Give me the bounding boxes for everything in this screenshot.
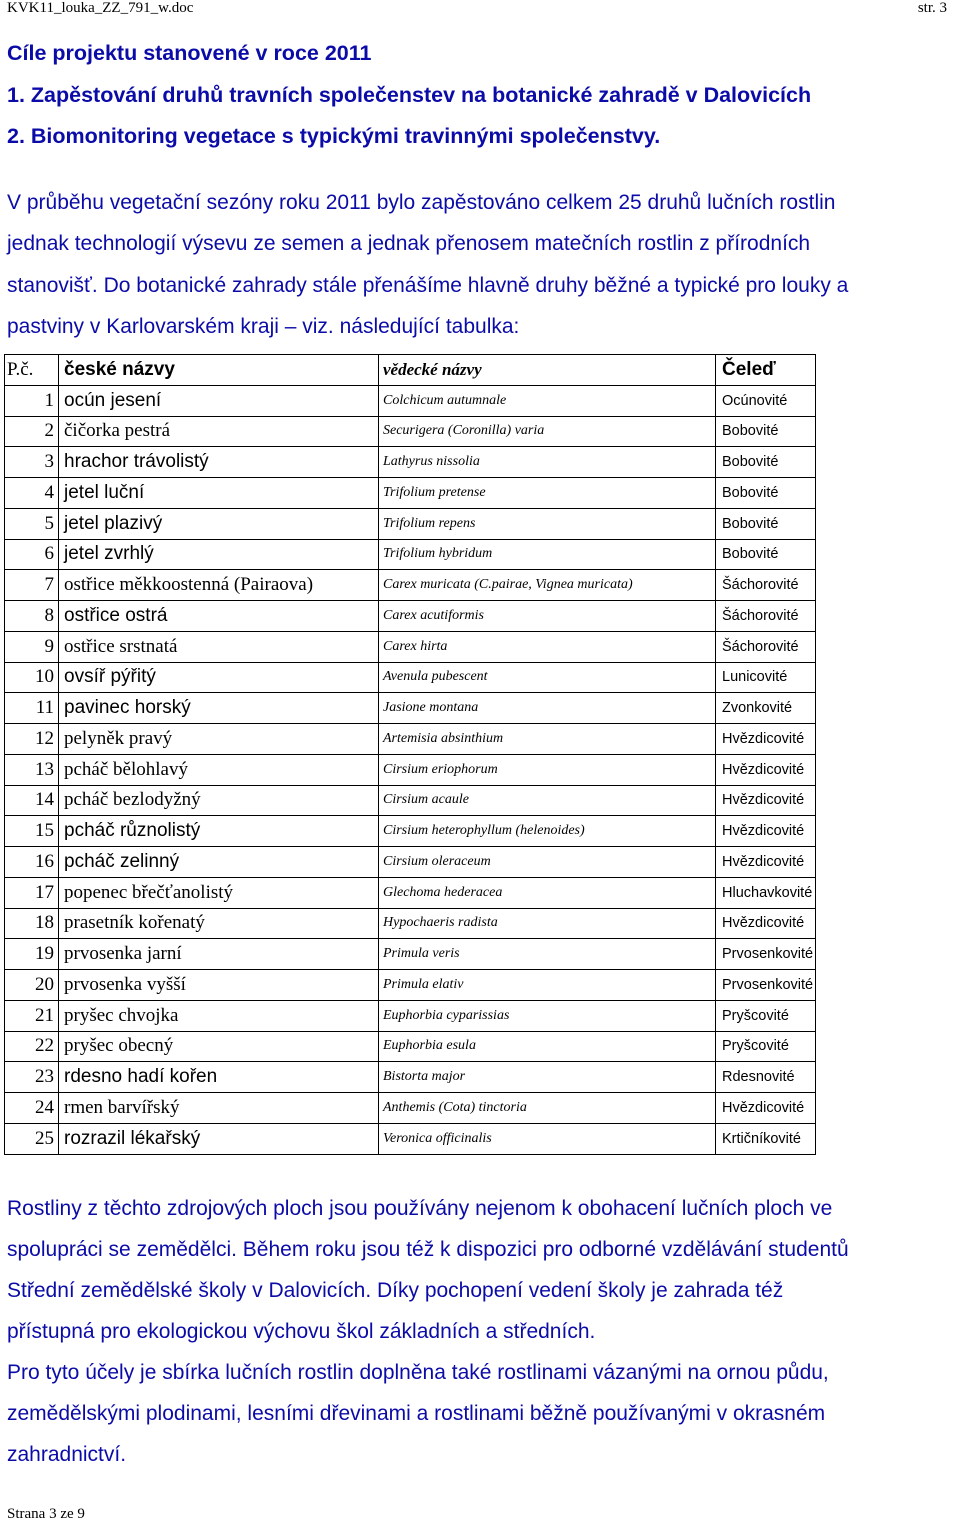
czech-name: prvosenka jarní (59, 939, 379, 970)
row-number: 6 (5, 539, 59, 570)
table-row (5, 1062, 816, 1093)
latin-name: Euphorbia cyparissias (379, 1000, 716, 1031)
family-name: Ocúnovité (716, 385, 816, 416)
goal-2: 2. Biomonitoring vegetace s typickými travinnými společenstvy. (7, 124, 661, 148)
row-number: 18 (5, 908, 59, 939)
family-name: Hvězdicovité (716, 1093, 816, 1124)
table-header-row (5, 355, 816, 386)
family-name: Krtičníkovité (716, 1123, 816, 1154)
row-number: 5 (5, 508, 59, 539)
intro-line-4: pastviny v Karlovarském kraji – viz. následující tabulka: (7, 315, 520, 338)
intro-line-1: V průběhu vegetační sezóny roku 2011 bylo zapěstováno celkem 25 druhů lučních rostlin (7, 191, 836, 214)
section-title: Cíle projektu stanovené v roce 2011 (7, 41, 372, 65)
latin-name: Cirsium acaule (379, 785, 716, 816)
czech-name: pryšec chvojka (59, 1000, 379, 1031)
row-number: 12 (5, 724, 59, 755)
outro-line-5: Pro tyto účely je sbírka lučních rostlin doplněna také rostlinami vázanými na ornou půdu, (7, 1361, 829, 1384)
latin-name: Lathyrus nissolia (379, 447, 716, 478)
row-number: 25 (5, 1123, 59, 1154)
row-number: 8 (5, 601, 59, 632)
row-number: 20 (5, 970, 59, 1001)
outro-line-2: spolupráci se zemědělci. Během roku jsou též k dispozici pro odborné vzdělávání studentů (7, 1238, 849, 1261)
plant-table (4, 354, 816, 1155)
row-number: 11 (5, 693, 59, 724)
czech-name: ovsíř pýřitý (59, 662, 379, 693)
czech-name: prasetník kořenatý (59, 908, 379, 939)
outro-line-7: zahradnictví. (7, 1443, 127, 1466)
table-row (5, 1000, 816, 1031)
page-number: str. 3 (917, 0, 947, 16)
czech-name: pcháč různolistý (59, 816, 379, 847)
czech-name: ostřice měkkoostenná (Pairaova) (59, 570, 379, 601)
table-row (5, 877, 816, 908)
czech-name: jetel luční (59, 478, 379, 509)
outro-line-1: Rostliny z těchto zdrojových ploch jsou používány nejenom k obohacení lučních ploch ve (7, 1197, 833, 1220)
latin-name: Trifolium pretense (379, 478, 716, 509)
table-row (5, 447, 816, 478)
goal-1: 1. Zapěstování druhů travních společenstev na botanické zahradě v Dalovicích (7, 83, 812, 107)
header-num: P.č. (5, 355, 59, 386)
latin-name: Cirsium oleraceum (379, 847, 716, 878)
family-name: Hvězdicovité (716, 908, 816, 939)
intro-line-2: jednak technologií výsevu ze semen a jednak přenosem matečních rostlin z přírodních (7, 232, 811, 255)
czech-name: ostřice ostrá (59, 601, 379, 632)
table-row (5, 816, 816, 847)
family-name: Šáchorovité (716, 570, 816, 601)
family-name: Bobovité (716, 478, 816, 509)
family-name: Šáchorovité (716, 631, 816, 662)
row-number: 24 (5, 1093, 59, 1124)
czech-name: ostřice srstnatá (59, 631, 379, 662)
family-name: Hvězdicovité (716, 816, 816, 847)
row-number: 9 (5, 631, 59, 662)
czech-name: rdesno hadí kořen (59, 1062, 379, 1093)
row-number: 10 (5, 662, 59, 693)
latin-name: Carex hirta (379, 631, 716, 662)
family-name: Rdesnovité (716, 1062, 816, 1093)
latin-name: Securigera (Coronilla) varia (379, 416, 716, 447)
table-row (5, 385, 816, 416)
row-number: 15 (5, 816, 59, 847)
czech-name: jetel zvrhlý (59, 539, 379, 570)
latin-name: Carex muricata (C.pairae, Vignea muricata) (379, 570, 716, 601)
table-row (5, 631, 816, 662)
family-name: Prvosenkovité (716, 939, 816, 970)
header-family: Čeleď (716, 355, 816, 386)
table-row (5, 416, 816, 447)
table-row (5, 570, 816, 601)
family-name: Hvězdicovité (716, 785, 816, 816)
table-row (5, 847, 816, 878)
latin-name: Primula elativ (379, 970, 716, 1001)
family-name: Bobovité (716, 416, 816, 447)
table-row (5, 601, 816, 632)
family-name: Hluchavkovité (716, 877, 816, 908)
row-number: 21 (5, 1000, 59, 1031)
header-latin: vědecké názvy (379, 355, 716, 386)
outro-line-4: přístupná pro ekologickou výchovu škol základních a středních. (7, 1320, 596, 1343)
latin-name: Trifolium repens (379, 508, 716, 539)
latin-name: Artemisia absinthium (379, 724, 716, 755)
row-number: 13 (5, 754, 59, 785)
family-name: Hvězdicovité (716, 754, 816, 785)
latin-name: Trifolium hybridum (379, 539, 716, 570)
latin-name: Jasione montana (379, 693, 716, 724)
family-name: Lunicovité (716, 662, 816, 693)
table-row (5, 939, 816, 970)
row-number: 22 (5, 1031, 59, 1062)
latin-name: Glechoma hederacea (379, 877, 716, 908)
latin-name: Cirsium heterophyllum (helenoides) (379, 816, 716, 847)
table-row (5, 539, 816, 570)
row-number: 16 (5, 847, 59, 878)
family-name: Zvonkovité (716, 693, 816, 724)
czech-name: popenec břečťanolistý (59, 877, 379, 908)
table-row (5, 754, 816, 785)
table-row (5, 662, 816, 693)
family-name: Prvosenkovité (716, 970, 816, 1001)
row-number: 3 (5, 447, 59, 478)
table-row (5, 785, 816, 816)
family-name: Pryšcovité (716, 1031, 816, 1062)
czech-name: hrachor trávolistý (59, 447, 379, 478)
family-name: Bobovité (716, 447, 816, 478)
row-number: 7 (5, 570, 59, 601)
czech-name: čičorka pestrá (59, 416, 379, 447)
row-number: 23 (5, 1062, 59, 1093)
table-row (5, 1093, 816, 1124)
latin-name: Veronica officinalis (379, 1123, 716, 1154)
family-name: Hvězdicovité (716, 724, 816, 755)
latin-name: Hypochaeris radista (379, 908, 716, 939)
family-name: Bobovité (716, 539, 816, 570)
czech-name: pcháč zelinný (59, 847, 379, 878)
latin-name: Colchicum autumnale (379, 385, 716, 416)
czech-name: pcháč bělohlavý (59, 754, 379, 785)
table-row (5, 508, 816, 539)
row-number: 1 (5, 385, 59, 416)
header-czech: české názvy (59, 355, 379, 386)
latin-name: Anthemis (Cota) tinctoria (379, 1093, 716, 1124)
latin-name: Euphorbia esula (379, 1031, 716, 1062)
family-name: Pryšcovité (716, 1000, 816, 1031)
row-number: 4 (5, 478, 59, 509)
table-row (5, 1123, 816, 1154)
czech-name: pelyněk pravý (59, 724, 379, 755)
outro-line-3: Střední zemědělské školy v Dalovicích. Díky pochopení vedení školy je zahrada též (7, 1279, 784, 1302)
table-row (5, 724, 816, 755)
page-footer: Strana 3 ze 9 (7, 1506, 85, 1522)
table-row (5, 970, 816, 1001)
latin-name: Avenula pubescent (379, 662, 716, 693)
row-number: 14 (5, 785, 59, 816)
family-name: Šáchorovité (716, 601, 816, 632)
czech-name: prvosenka vyšší (59, 970, 379, 1001)
latin-name: Carex acutiformis (379, 601, 716, 632)
row-number: 19 (5, 939, 59, 970)
row-number: 17 (5, 877, 59, 908)
table-row (5, 908, 816, 939)
czech-name: pavinec horský (59, 693, 379, 724)
latin-name: Primula veris (379, 939, 716, 970)
outro-line-6: zemědělskými plodinami, lesními dřevinami a rostlinami běžně používanými v okrasném (7, 1402, 826, 1425)
document-filename: KVK11_louka_ZZ_791_w.doc (7, 0, 194, 16)
table-row (5, 1031, 816, 1062)
latin-name: Cirsium eriophorum (379, 754, 716, 785)
czech-name: pcháč bezlodyžný (59, 785, 379, 816)
czech-name: rmen barvířský (59, 1093, 379, 1124)
czech-name: pryšec obecný (59, 1031, 379, 1062)
family-name: Hvězdicovité (716, 847, 816, 878)
czech-name: jetel plazivý (59, 508, 379, 539)
czech-name: ocún jesení (59, 385, 379, 416)
row-number: 2 (5, 416, 59, 447)
table-row (5, 478, 816, 509)
family-name: Bobovité (716, 508, 816, 539)
latin-name: Bistorta major (379, 1062, 716, 1093)
table-row (5, 693, 816, 724)
intro-line-3: stanovišť. Do botanické zahrady stále přenášíme hlavně druhy běžné a typické pro louky a (7, 274, 849, 297)
czech-name: rozrazil lékařský (59, 1123, 379, 1154)
